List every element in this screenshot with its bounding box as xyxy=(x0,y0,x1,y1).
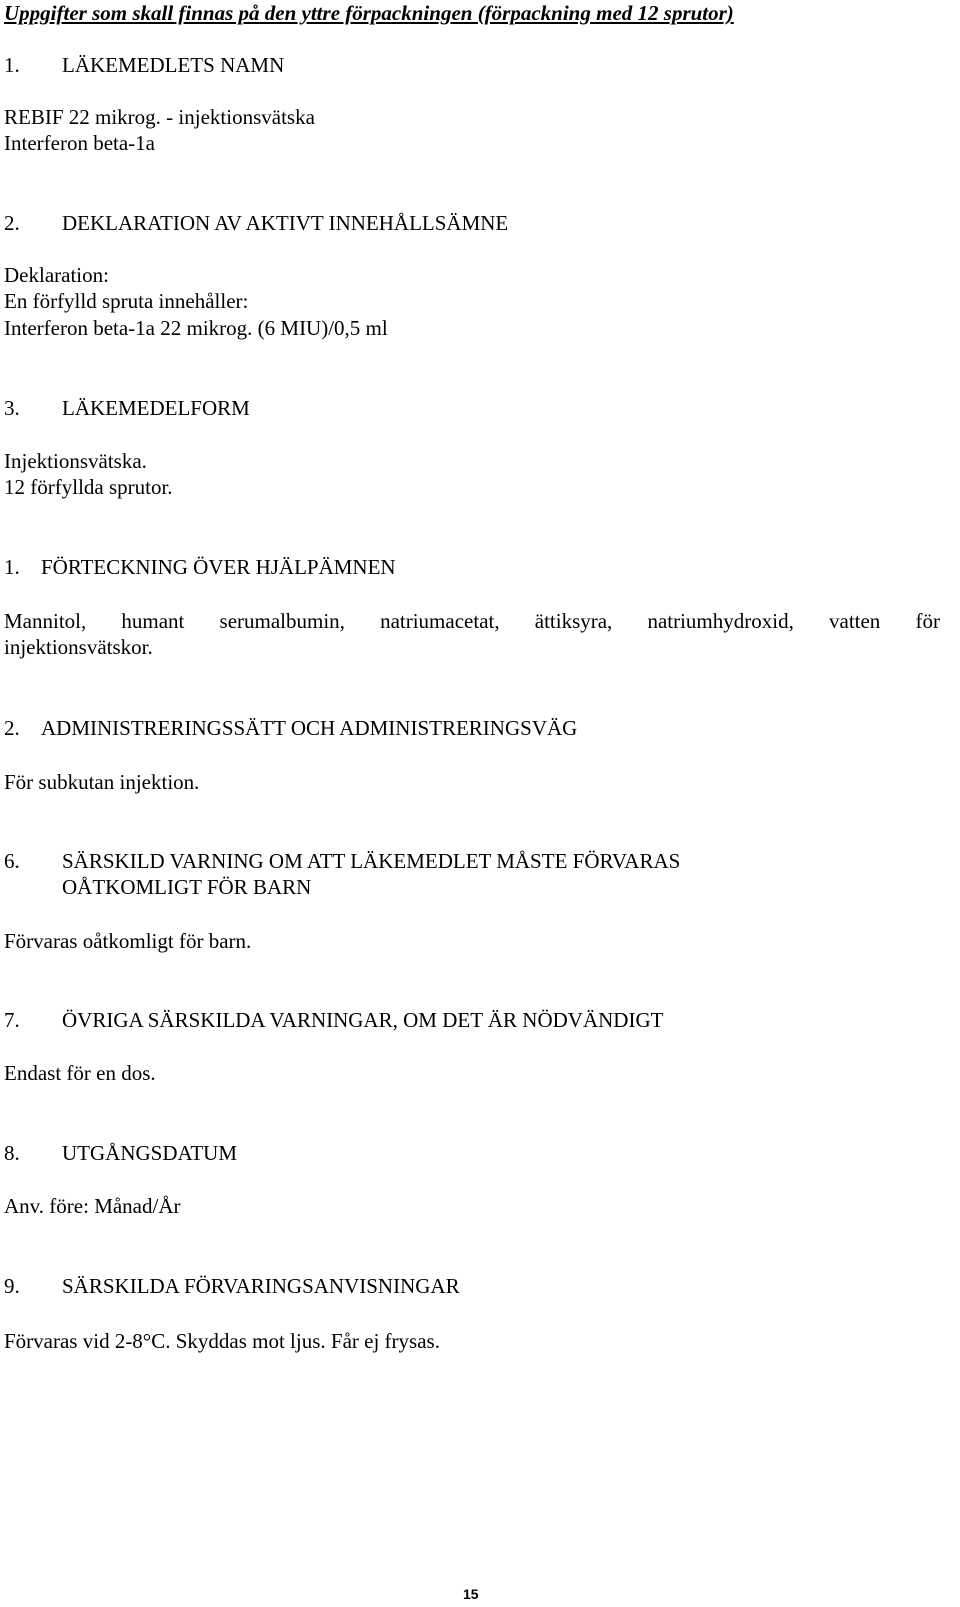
section-text: Förvaras vid 2-8°C. Skyddas mot ljus. Får ej frysas. xyxy=(4,1329,440,1353)
section-number: 8. xyxy=(4,1141,20,1165)
section-heading xyxy=(4,848,680,874)
section-text: Anv. före: Månad/År xyxy=(4,1194,181,1218)
section-number: 7. xyxy=(4,1008,20,1032)
section-title: UTGÅNGSDATUM xyxy=(62,1141,238,1165)
document-title: Uppgifter som skall finnas på den yttre förpackningen (förpackning med 12 sprutor) xyxy=(4,1,734,25)
section-title: ADMINISTRERINGSSÄTT OCH ADMINISTRERINGSVÄG xyxy=(41,716,578,740)
section-text: Interferon beta-1a xyxy=(4,131,155,155)
section-title: LÄKEMEDELFORM xyxy=(62,396,250,420)
section-text: Deklaration: xyxy=(4,263,109,287)
section-heading xyxy=(4,554,396,580)
section-number: 1. xyxy=(4,53,20,77)
section-number: 3. xyxy=(4,396,20,420)
section-text: Endast för en dos. xyxy=(4,1061,156,1085)
section-title: ÖVRIGA SÄRSKILDA VARNINGAR, OM DET ÄR NÖDVÄNDIGT xyxy=(62,1008,664,1032)
section-heading xyxy=(4,52,284,78)
section-title: SÄRSKILD VARNING OM ATT LÄKEMEDLET MÅSTE FÖRVARAS xyxy=(62,849,681,873)
section-title-line2: OÅTKOMLIGT FÖR BARN xyxy=(62,875,312,899)
section-title: SÄRSKILDA FÖRVARINGSANVISNINGAR xyxy=(62,1274,460,1298)
section-heading xyxy=(4,1007,663,1033)
section-text: 12 förfyllda sprutor. xyxy=(4,475,173,499)
section-text: Injektionsvätska. xyxy=(4,449,147,473)
section-text: Förvaras oåtkomligt för barn. xyxy=(4,929,252,953)
section-heading xyxy=(4,210,508,236)
section-heading-continued xyxy=(4,874,311,900)
section-heading xyxy=(4,715,577,741)
section-text: REBIF 22 mikrog. - injektionsvätska xyxy=(4,105,315,129)
section-heading xyxy=(4,1273,460,1299)
section-title: LÄKEMEDLETS NAMN xyxy=(62,53,285,77)
section-title: FÖRTECKNING ÖVER HJÄLPÄMNEN xyxy=(41,555,396,579)
section-number: 2. xyxy=(4,211,20,235)
section-text: För subkutan injektion. xyxy=(4,770,200,794)
section-heading xyxy=(4,1140,237,1166)
section-number: 1. xyxy=(4,555,20,579)
section-number: 2. xyxy=(4,716,20,740)
section-text: En förfylld spruta innehåller: xyxy=(4,289,249,313)
page-number: 15 xyxy=(463,1586,479,1602)
section-text: injektionsvätskor. xyxy=(4,635,153,659)
section-title: DEKLARATION AV AKTIVT INNEHÅLLSÄMNE xyxy=(62,211,509,235)
section-text: Interferon beta-1a 22 mikrog. (6 MIU)/0,5 ml xyxy=(4,316,388,340)
section-number: 6. xyxy=(4,849,20,873)
section-text-justified: Mannitol, humant serumalbumin, natriumacetat, ättiksyra, natriumhydroxid, vatten för xyxy=(4,609,940,633)
section-heading xyxy=(4,395,250,421)
section-number: 9. xyxy=(4,1274,20,1298)
